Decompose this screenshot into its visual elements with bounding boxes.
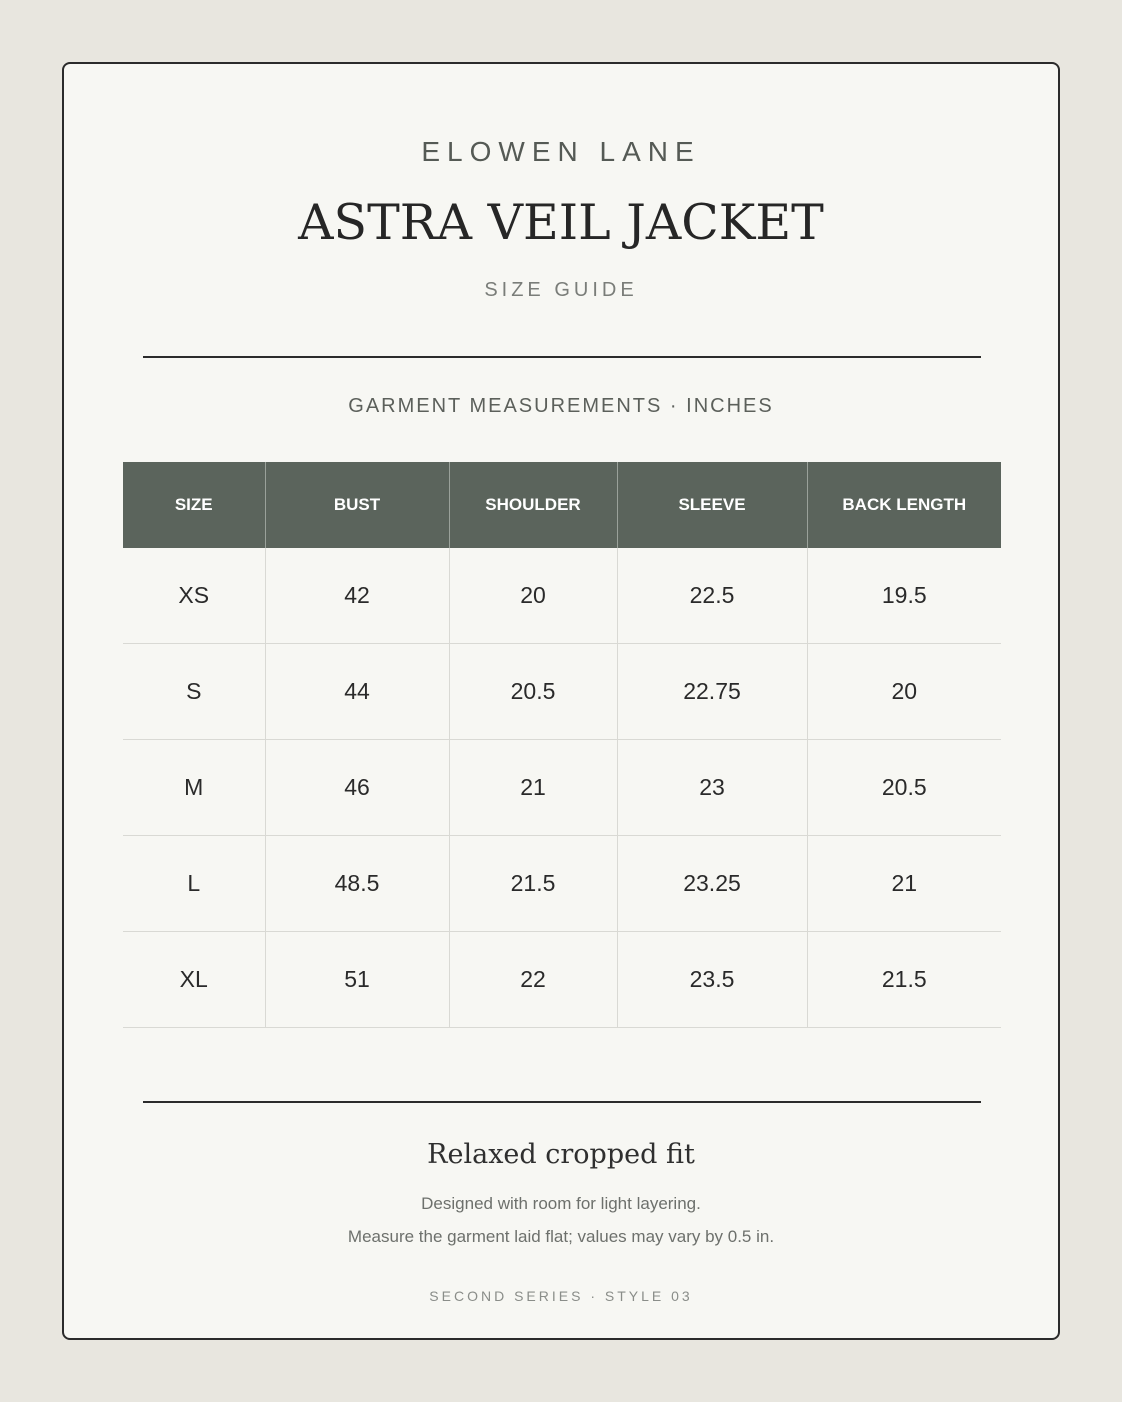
table-header-row [123,462,1001,548]
bust-cell: 51 [265,932,449,1028]
back-length-cell: 20 [807,644,1001,740]
back-length-cell: 21 [807,836,1001,932]
size-cell: XS [123,548,265,644]
shoulder-cell: 20 [449,548,617,644]
back-length-cell: 21.5 [807,932,1001,1028]
sleeve-cell: 23.5 [617,932,807,1028]
column-header-bust: BUST [265,462,449,548]
table-row [123,836,1001,932]
size-guide-card [62,62,1060,1340]
sleeve-cell: 22.75 [617,644,807,740]
column-header-back-length: BACK LENGTH [807,462,1001,548]
size-cell: L [123,836,265,932]
bottom-divider [143,1101,981,1103]
back-length-cell: 20.5 [807,740,1001,836]
bust-cell: 42 [265,548,449,644]
brand-name: ELOWEN LANE [421,136,701,167]
size-cell: M [123,740,265,836]
sleeve-cell: 22.5 [617,548,807,644]
table-row [123,932,1001,1028]
shoulder-cell: 22 [449,932,617,1028]
sleeve-cell: 23.25 [617,836,807,932]
bust-cell: 48.5 [265,836,449,932]
column-header-sleeve: SLEEVE [617,462,807,548]
top-divider [143,356,981,358]
table-row [123,644,1001,740]
table-caption: GARMENT MEASUREMENTS · INCHES [348,395,774,417]
back-length-cell: 19.5 [807,548,1001,644]
fit-note-measuring: Measure the garment laid flat; values may vary by 0.5 in. [347,1227,775,1246]
sleeve-cell: 23 [617,740,807,836]
bust-cell: 44 [265,644,449,740]
shoulder-cell: 20.5 [449,644,617,740]
page-subtitle: SIZE GUIDE [484,279,638,301]
column-header-size: SIZE [123,462,265,548]
table-row [123,740,1001,836]
bust-cell: 46 [265,740,449,836]
column-header-shoulder: SHOULDER [449,462,617,548]
size-cell: S [123,644,265,740]
shoulder-cell: 21 [449,740,617,836]
table-row [123,548,1001,644]
shoulder-cell: 21.5 [449,836,617,932]
fit-title: Relaxed cropped fit [427,1139,695,1170]
size-table [123,462,1001,1028]
fit-note-layering: Designed with room for light layering. [421,1194,701,1213]
size-cell: XL [123,932,265,1028]
footer-series-label: SECOND SERIES · STYLE 03 [429,1288,693,1304]
product-title: ASTRA VEIL JACKET [298,194,824,251]
